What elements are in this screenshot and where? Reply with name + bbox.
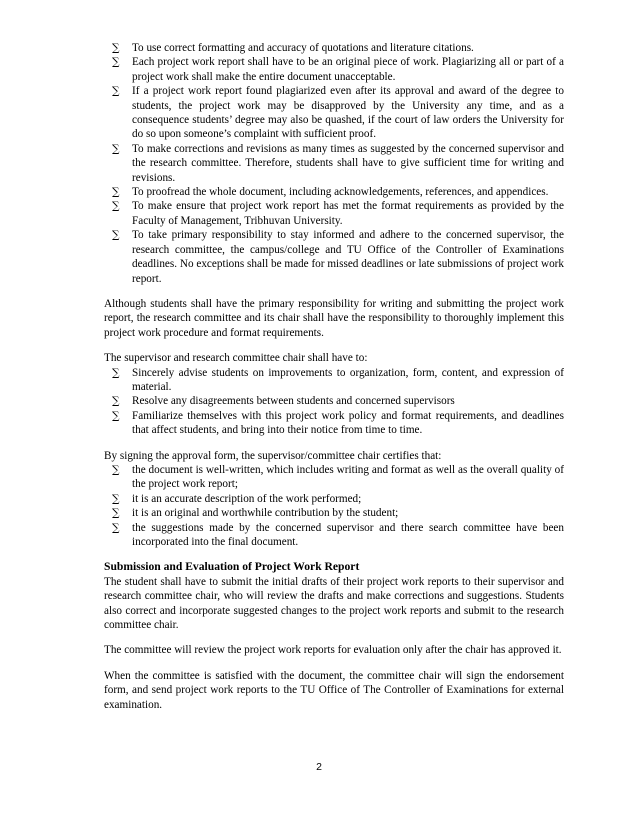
paragraph-committee-review: The committee will review the project work reports for evaluation only after the chair has approved it. bbox=[104, 644, 562, 657]
document-body bbox=[104, 41, 564, 712]
sigma-bullet-icon: ∑ bbox=[112, 200, 120, 213]
list-item: ∑ To take primary responsibility to stay informed and adhere to the concerned supervisor, the research committee, the campus/college and TU Office of the Controller of Examinations deadlines. No exceptions shall be made for missed deadlines or late submissions of project work report. bbox=[112, 229, 564, 285]
paragraph-endorsement: When the committee is satisfied with the document, the committee chair will sign the endorsement form, and send project work reports to the TU Office of The Controller of Examinations for external examination. bbox=[104, 669, 564, 711]
sigma-bullet-icon: ∑ bbox=[112, 56, 120, 69]
sigma-bullet-icon: ∑ bbox=[112, 366, 120, 379]
list-item: ∑ the document is well-written, which includes writing and format as well as the overall quality of the project work report; bbox=[112, 463, 564, 491]
list-item: ∑ To make corrections and revisions as many times as suggested by the concerned supervisor and the research committee. Therefore, students shall have to give sufficient time for writing and revisions. bbox=[112, 142, 564, 184]
list-item: ∑ Each project work report shall have to be an original piece of work. Plagiarizing all or part of a project work shall make the entire document unacceptable. bbox=[112, 56, 564, 83]
section-heading: Submission and Evaluation of Project Work Report bbox=[104, 560, 360, 574]
list-item: ∑ To make ensure that project work report has met the format requirements as provided by the Faculty of Management, Tribhuvan University. bbox=[112, 200, 564, 227]
list-item: ∑ Sincerely advise students on improvements to organization, form, content, and expression of material. bbox=[112, 366, 564, 393]
student-responsibilities-list bbox=[104, 41, 564, 286]
paragraph-submission: The student shall have to submit the initial drafts of their project work reports to their supervisor and research committee chair, who will review the drafts and make corrections and suggestions. Students also correct and incorporate suggested changes to the project work reports and submit to the research committee chair. bbox=[104, 575, 564, 632]
sigma-bullet-icon: ∑ bbox=[112, 521, 120, 534]
sigma-bullet-icon: ∑ bbox=[112, 229, 120, 242]
list-item: ∑ To proofread the whole document, including acknowledgements, references, and appendices. bbox=[112, 186, 549, 199]
paragraph-supervisor-intro: The supervisor and research committee chair shall have to: bbox=[104, 352, 368, 365]
sigma-bullet-icon: ∑ bbox=[112, 395, 120, 408]
sigma-bullet-icon: ∑ bbox=[112, 186, 120, 199]
list-item: ∑ If a project work report found plagiarized even after its approval and award of the degree to students, the project work may be disapproved by the University any time, and as a consequence students’ degree may also be quashed, if the court of law orders the University for do so upon someone’s complaint with sufficient proof. bbox=[112, 85, 564, 141]
supervisor-duties-list bbox=[104, 366, 564, 438]
list-item: ∑ the suggestions made by the concerned supervisor and there search committee have been incorporated into the final document. bbox=[112, 521, 564, 548]
sigma-bullet-icon: ∑ bbox=[112, 463, 120, 476]
list-item: ∑ Familiarize themselves with this project work policy and format requirements, and deadlines that affect students, and bring into their notice from time to time. bbox=[112, 409, 564, 437]
page-number: 2 bbox=[316, 761, 322, 773]
paragraph-responsibility: Although students shall have the primary responsibility for writing and submitting the project work report, the research committee and its chair shall have the responsibility to thoroughly implement this project work procedure and format requirements. bbox=[104, 297, 564, 339]
list-item: ∑ To use correct formatting and accuracy of quotations and literature citations. bbox=[112, 42, 474, 54]
sigma-bullet-icon: ∑ bbox=[112, 42, 120, 54]
sigma-bullet-icon: ∑ bbox=[112, 492, 120, 505]
certification-list bbox=[104, 463, 564, 549]
paragraph-certification-intro: By signing the approval form, the supervisor/committee chair certifies that: bbox=[104, 449, 442, 462]
list-item: ∑ Resolve any disagreements between students and concerned supervisors bbox=[112, 395, 455, 408]
sigma-bullet-icon: ∑ bbox=[112, 142, 120, 155]
sigma-bullet-icon: ∑ bbox=[112, 409, 120, 422]
list-item: ∑ it is an original and worthwhile contribution by the student; bbox=[112, 507, 399, 520]
sigma-bullet-icon: ∑ bbox=[112, 507, 120, 520]
sigma-bullet-icon: ∑ bbox=[112, 85, 120, 98]
list-item: ∑ it is an accurate description of the work performed; bbox=[112, 492, 362, 505]
